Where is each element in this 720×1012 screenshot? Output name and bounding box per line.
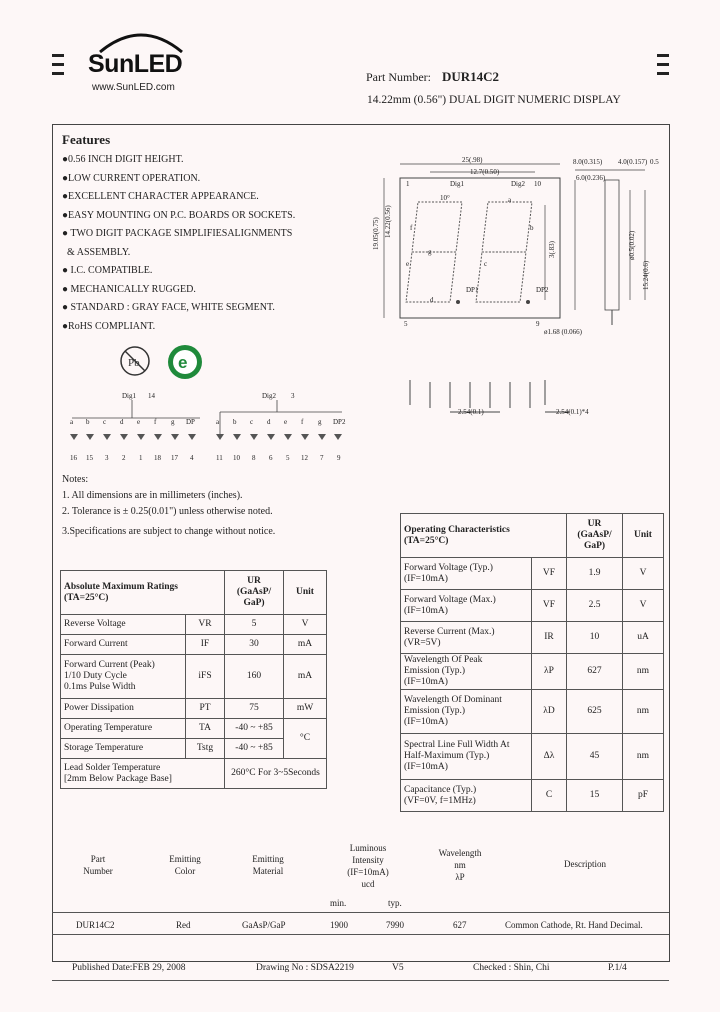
op-sym: VF <box>532 590 567 622</box>
op-unit: pF <box>623 780 664 812</box>
abs-val: 75 <box>225 699 284 719</box>
abs-param: Storage Temperature <box>61 739 186 759</box>
features-title: Features <box>62 132 111 147</box>
dim-side-f: ø0.5(0.02) <box>628 230 636 260</box>
feature-item: ● TWO DIGIT PACKAGE SIMPLIFIESALIGNMENTS <box>62 228 293 239</box>
op-param: Wavelength Of Peak Emission (Typ.) (IF=10mA) <box>401 654 532 690</box>
abs-param: Forward Current <box>61 635 186 655</box>
logo-name: SunLED <box>88 50 183 78</box>
dig2-label: Dig2 <box>262 392 276 400</box>
op-val: 15 <box>567 780 623 812</box>
dim-pitch-total: 2.54(0.1)*4 <box>556 408 589 416</box>
feature-item: ●LOW CURRENT OPERATION. <box>62 172 201 184</box>
digit2-label: Dig2 <box>511 180 525 188</box>
abs-sym: iFS <box>186 655 225 699</box>
dig1-pin: 14 <box>148 392 155 400</box>
svg-text:e: e <box>178 353 188 372</box>
angle-label: 10° <box>440 194 450 202</box>
abs-sym: Tstg <box>186 739 225 759</box>
dim-side-e: ø1.68 (0.066) <box>544 328 582 336</box>
seg-label: DP <box>186 418 195 426</box>
segment-g-label: g <box>428 248 432 256</box>
op-unit: nm <box>623 734 664 780</box>
seg-label: e <box>284 418 288 426</box>
segment-b-label: b <box>530 224 534 232</box>
dim-side-d: 6.0(0.236) <box>576 174 606 182</box>
abs-unit: mA <box>284 655 327 699</box>
op-param: Reverse Current (Max.) (VR=5V) <box>401 622 532 654</box>
op-unit: uA <box>623 622 664 654</box>
sel-head-material: Emitting Material <box>252 854 284 876</box>
footer-page: P.1/4 <box>608 963 627 973</box>
sel-desc: Common Cathode, Rt. Hand Decimal. <box>505 920 643 930</box>
abs-val: -40 ~ +85 <box>225 739 284 759</box>
pin-1-label: 1 <box>406 180 410 188</box>
op-sym: IR <box>532 622 567 654</box>
dim-seg-height: 3(.83) <box>548 241 556 258</box>
features-list <box>62 151 295 336</box>
pin-9-label: 9 <box>536 320 540 328</box>
abs-max-col-part: UR (GaAsP/ GaP) <box>225 571 284 615</box>
rohs-e-icon <box>166 343 204 381</box>
corner-mark <box>657 54 669 57</box>
op-unit: nm <box>623 690 664 734</box>
op-sym: VF <box>532 558 567 590</box>
pin-10-label: 10 <box>534 180 541 188</box>
abs-val: 5 <box>225 615 284 635</box>
seg-label: b <box>233 418 237 426</box>
op-param: Capacitance (Typ.) (VF=0V, f=1MHz) <box>401 780 532 812</box>
feature-item: ●0.56 INCH DIGIT HEIGHT. <box>62 154 184 165</box>
feature-item: ● I.C. COMPATIBLE. <box>62 265 153 276</box>
divider <box>52 980 669 981</box>
dp1-label: DP1 <box>466 286 479 294</box>
feature-item: ● STANDARD : GRAY FACE, WHITE SEGMENT. <box>62 302 275 313</box>
abs-param: Lead Solder Temperature [2mm Below Package Base] <box>61 759 225 789</box>
seg-label: c <box>250 418 254 426</box>
seg-label: f <box>301 418 304 426</box>
dp2-label: DP2 <box>536 286 549 294</box>
op-val: 10 <box>567 622 623 654</box>
note-item: 2. Tolerance is ± 0.25(0.01") unless otherwise noted. <box>62 506 273 517</box>
footer-drawing-no: Drawing No : SDSA2219 <box>256 963 354 973</box>
segment-e-label: e <box>406 260 410 268</box>
seg-label: c <box>103 418 107 426</box>
seg-label: g <box>171 418 175 426</box>
pin-number: 15 <box>86 454 93 462</box>
abs-sym: TA <box>186 719 225 739</box>
part-number-label: Part Number: <box>366 70 431 84</box>
op-unit: nm <box>623 654 664 690</box>
pin-number: 5 <box>286 454 290 462</box>
pin-number: 17 <box>171 454 178 462</box>
svg-text:Pb: Pb <box>128 357 140 369</box>
corner-mark <box>657 63 669 66</box>
pin-number: 12 <box>301 454 308 462</box>
dim-pitch: 12.7(0.50) <box>470 168 500 176</box>
sel-color: Red <box>176 920 191 930</box>
seg-label: d <box>267 418 271 426</box>
abs-max-table <box>60 570 327 789</box>
segment-c-label: c <box>484 260 488 268</box>
segment-d-label: d <box>430 296 434 304</box>
dim-side-c: 0.5 <box>650 158 659 166</box>
pin-number: 10 <box>233 454 240 462</box>
op-val: 627 <box>567 654 623 690</box>
seg-label: a <box>70 418 74 426</box>
seg-label: DP2 <box>333 418 346 426</box>
feature-item: ●EASY MOUNTING ON P.C. BOARDS OR SOCKETS. <box>62 209 296 221</box>
divider <box>52 912 669 913</box>
corner-mark <box>52 63 64 66</box>
abs-val: -40 ~ +85 <box>225 719 284 739</box>
dim-side-a: 8.0(0.315) <box>573 158 603 166</box>
op-param: Wavelength Of Dominant Emission (Typ.) (IF=10mA) <box>401 690 532 734</box>
op-val: 2.5 <box>567 590 623 622</box>
dim-pitch-bottom: 2.54(0.1) <box>458 408 484 416</box>
op-sym: Δλ <box>532 734 567 780</box>
corner-mark <box>52 72 64 75</box>
segment-f-label: f <box>410 224 413 232</box>
op-col-unit: Unit <box>623 514 664 558</box>
pin-number: 3 <box>105 454 109 462</box>
op-val: 625 <box>567 690 623 734</box>
corner-mark <box>52 54 64 57</box>
abs-val: 260°C For 3~5Seconds <box>225 759 327 789</box>
op-sym: λP <box>532 654 567 690</box>
dig1-label: Dig1 <box>122 392 136 400</box>
dim-height: 19.05(0.75) <box>372 217 380 250</box>
abs-val: 160 <box>225 655 284 699</box>
pin-number: 16 <box>70 454 77 462</box>
dim-side-b: 4.0(0.157) <box>618 158 648 166</box>
op-col-part: UR (GaAsP/ GaP) <box>567 514 623 558</box>
abs-max-col-unit: Unit <box>284 571 327 615</box>
corner-mark <box>657 72 669 75</box>
op-val: 1.9 <box>567 558 623 590</box>
seg-label: d <box>120 418 124 426</box>
abs-param: Reverse Voltage <box>61 615 186 635</box>
pin-number: 8 <box>252 454 256 462</box>
op-char-table <box>400 513 664 812</box>
abs-sym: PT <box>186 699 225 719</box>
abs-param: Forward Current (Peak) 1/10 Duty Cycle 0.1ms Pulse Width <box>61 655 186 699</box>
abs-sym: IF <box>186 635 225 655</box>
sel-min: 1900 <box>330 920 348 930</box>
dim-side-g: 15.24(0.6) <box>642 260 650 290</box>
pin-number: 9 <box>337 454 341 462</box>
abs-sym: VR <box>186 615 225 635</box>
dim-width: 25(.98) <box>462 156 483 164</box>
footer-version: V5 <box>392 963 404 973</box>
feature-item: ●EXCELLENT CHARACTER APPEARANCE. <box>62 191 259 202</box>
pin-number: 2 <box>122 454 126 462</box>
sel-part: DUR14C2 <box>76 920 115 930</box>
note-item: 1. All dimensions are in millimeters (inches). <box>62 490 243 501</box>
abs-unit: mW <box>284 699 327 719</box>
sel-head-typ: typ. <box>388 898 402 908</box>
sel-head-description: Description <box>564 859 606 869</box>
pin-number: 4 <box>190 454 194 462</box>
sunled-logo <box>86 24 196 96</box>
op-param: Spectral Line Full Width At Half-Maximum (Typ.) (IF=10mA) <box>401 734 532 780</box>
notes-title: Notes: <box>62 474 89 485</box>
feature-item: ● MECHANICALLY RUGGED. <box>62 283 196 295</box>
sel-typ: 7990 <box>386 920 404 930</box>
op-val: 45 <box>567 734 623 780</box>
footer-checked: Checked : Shin, Chi <box>473 963 550 973</box>
seg-label: a <box>216 418 220 426</box>
dim-digit-height: 14.22(0.56) <box>384 205 392 238</box>
seg-label: e <box>137 418 141 426</box>
divider <box>52 934 669 935</box>
op-param: Forward Voltage (Max.) (IF=10mA) <box>401 590 532 622</box>
circuit-diagram <box>62 390 352 465</box>
abs-unit: °C <box>284 719 327 759</box>
lead-free-icon <box>118 344 152 378</box>
pin-number: 1 <box>139 454 143 462</box>
note-item: 3.Specifications are subject to change without notice. <box>62 526 276 537</box>
sel-material: GaAsP/GaP <box>242 920 286 930</box>
pin-number: 7 <box>320 454 324 462</box>
pin-number: 18 <box>154 454 161 462</box>
abs-max-title: Absolute Maximum Ratings (TA=25°C) <box>61 571 225 615</box>
pin-5-label: 5 <box>404 320 408 328</box>
abs-val: 30 <box>225 635 284 655</box>
pin-number: 6 <box>269 454 273 462</box>
op-unit: V <box>623 558 664 590</box>
dig2-pin: 3 <box>291 392 295 400</box>
seg-label: g <box>318 418 322 426</box>
abs-unit: mA <box>284 635 327 655</box>
sel-head-color: Emitting Color <box>169 854 201 876</box>
part-number: DUR14C2 <box>442 69 500 84</box>
abs-param: Power Dissipation <box>61 699 186 719</box>
op-title: Operating Characteristics (TA=25°C) <box>401 514 567 558</box>
page-title: 14.22mm (0.56") DUAL DIGIT NUMERIC DISPLAY <box>367 94 621 106</box>
sel-head-wavelength: Wavelength nm λP <box>438 848 482 882</box>
abs-unit: V <box>284 615 327 635</box>
feature-item: ●RoHS COMPLIANT. <box>62 320 156 332</box>
digit1-label: Dig1 <box>450 180 464 188</box>
seg-label: b <box>86 418 90 426</box>
footer-published: Published Date:FEB 29, 2008 <box>72 963 186 973</box>
pin-number: 11 <box>216 454 223 462</box>
sel-head-part: Part Number <box>83 854 113 876</box>
op-unit: V <box>623 590 664 622</box>
logo-url: www.SunLED.com <box>92 82 175 93</box>
op-param: Forward Voltage (Typ.) (IF=10mA) <box>401 558 532 590</box>
seg-label: f <box>154 418 157 426</box>
feature-item: & ASSEMBLY. <box>62 246 131 258</box>
segment-a-label: a <box>508 196 512 204</box>
abs-param: Operating Temperature <box>61 719 186 739</box>
package-drawing <box>370 150 670 440</box>
sel-head-min: min. <box>330 898 347 908</box>
op-sym: C <box>532 780 567 812</box>
sel-head-luminous: Luminous Intensity (IF=10mA) ucd <box>347 843 389 889</box>
sel-wave: 627 <box>453 920 467 930</box>
op-sym: λD <box>532 690 567 734</box>
